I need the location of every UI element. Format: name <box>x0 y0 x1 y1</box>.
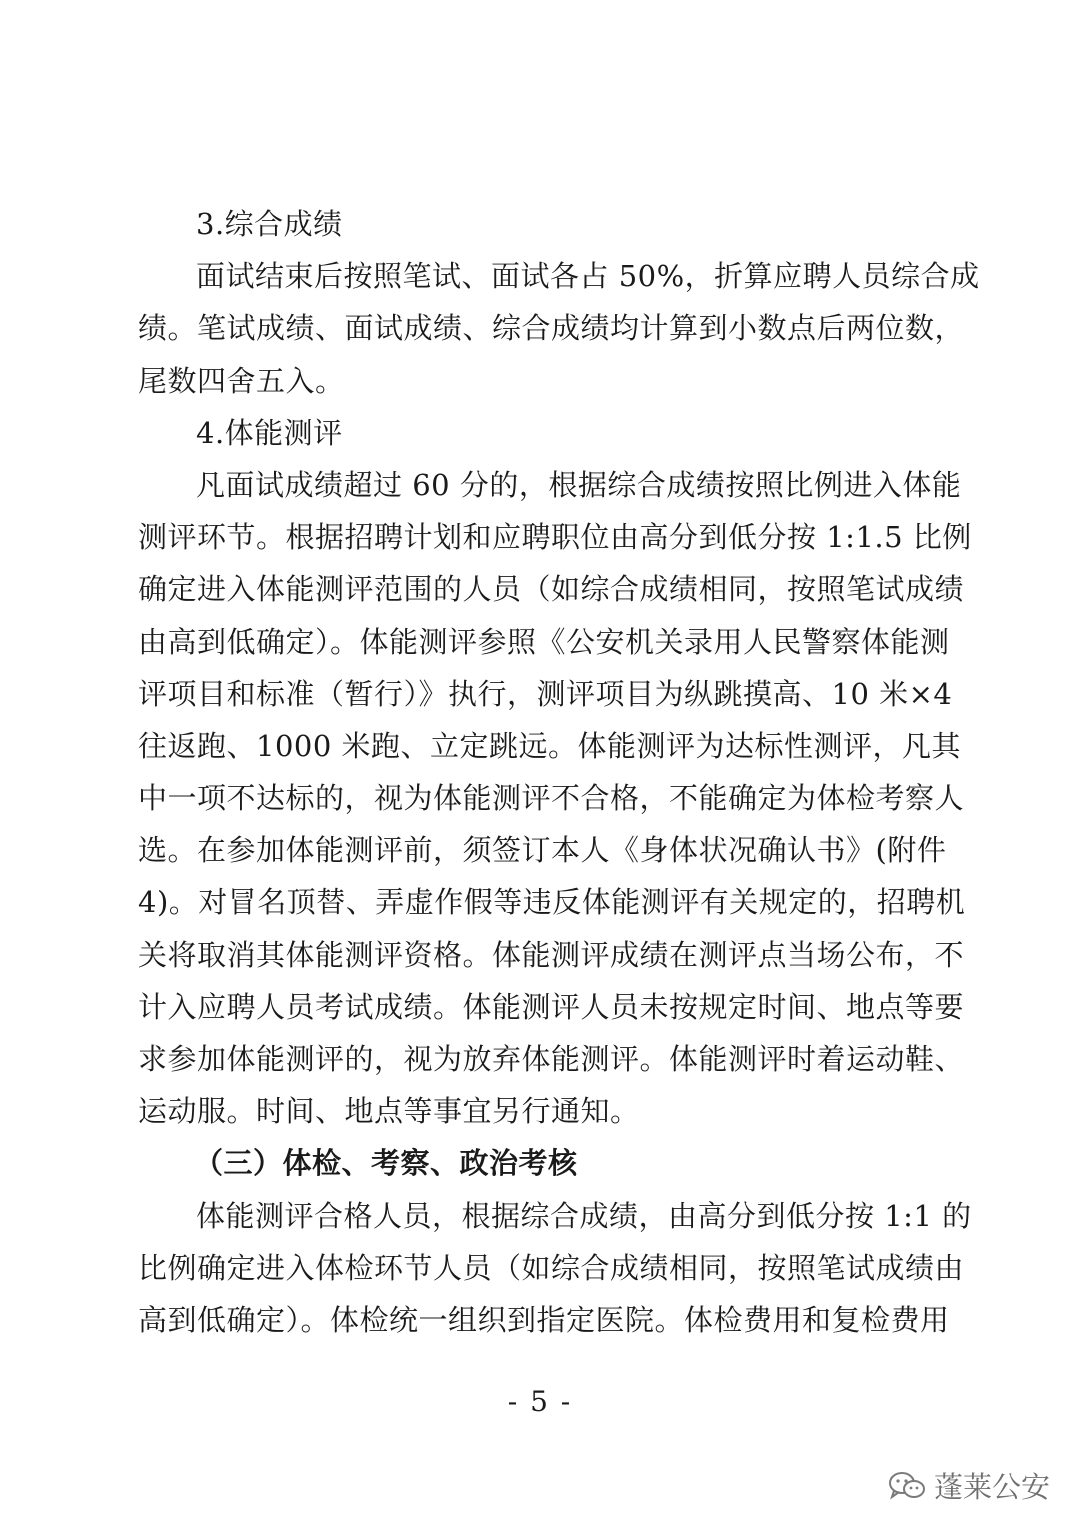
paragraph-line: 由高到低确定）。体能测评参照《公安机关录用人民警察体能测 <box>138 624 950 659</box>
paragraph-line: 尾数四舍五入。 <box>138 363 345 398</box>
paragraph-line: 体能测评合格人员，根据综合成绩，由高分到低分按 1:1 的 <box>196 1198 972 1233</box>
paragraph-line: 4)。对冒名顶替、弄虚作假等违反体能测评有关规定的，招聘机 <box>138 885 966 920</box>
paragraph-line: 往返跑、1000 米跑、立定跳远。体能测评为达标性测评，凡其 <box>138 728 962 763</box>
paragraph-line: 确定进入体能测评范围的人员（如综合成绩相同，按照笔试成绩 <box>138 572 965 607</box>
paragraph-line: 测评环节。根据招聘计划和应聘职位由高分到低分按 1:1.5 比例 <box>138 520 972 555</box>
wechat-icon <box>888 1471 926 1501</box>
section-heading: （三）体检、考察、政治考核 <box>194 1146 578 1181</box>
document-body <box>138 198 980 1346</box>
paragraph-line: 选。在参加体能测评前，须签订本人《身体状况确认书》(附件 <box>138 833 947 868</box>
paragraph-line: 评项目和标准（暂行）》执行，测评项目为纵跳摸高、10 米×4 <box>138 676 953 711</box>
subheading: 4.体能测评 <box>196 415 343 450</box>
paragraph-line: 凡面试成绩超过 60 分的，根据综合成绩按照比例进入体能 <box>196 467 962 502</box>
paragraph-line: 绩。笔试成绩、面试成绩、综合成绩均计算到小数点后两位数， <box>138 311 965 346</box>
paragraph-line: 面试结束后按照笔试、面试各占 50%，折算应聘人员综合成 <box>196 259 980 294</box>
paragraph-line: 求参加体能测评的，视为放弃体能测评。体能测评时着运动鞋、 <box>138 1042 965 1076</box>
paragraph-line: 高到低确定）。体检统一组织到指定医院。体检费用和复检费用 <box>138 1302 950 1337</box>
paragraph-line: 计入应聘人员考试成绩。体能测评人员未按规定时间、地点等要 <box>138 989 965 1024</box>
paragraph-line: 中一项不达标的，视为体能测评不合格，不能确定为体检考察人 <box>138 781 965 816</box>
watermark <box>888 1465 1050 1506</box>
watermark-text: 蓬莱公安 <box>933 1470 1050 1504</box>
paragraph-line: 比例确定进入体检环节人员（如综合成绩相同，按照笔试成绩由 <box>138 1250 965 1285</box>
subheading: 3.综合成绩 <box>196 207 343 241</box>
paragraph-line: 运动服。时间、地点等事宜另行通知。 <box>138 1094 640 1129</box>
paragraph-line: 关将取消其体能测评资格。体能测评成绩在测评点当场公布，不 <box>138 937 965 972</box>
page-number: - 5 - <box>507 1385 573 1418</box>
